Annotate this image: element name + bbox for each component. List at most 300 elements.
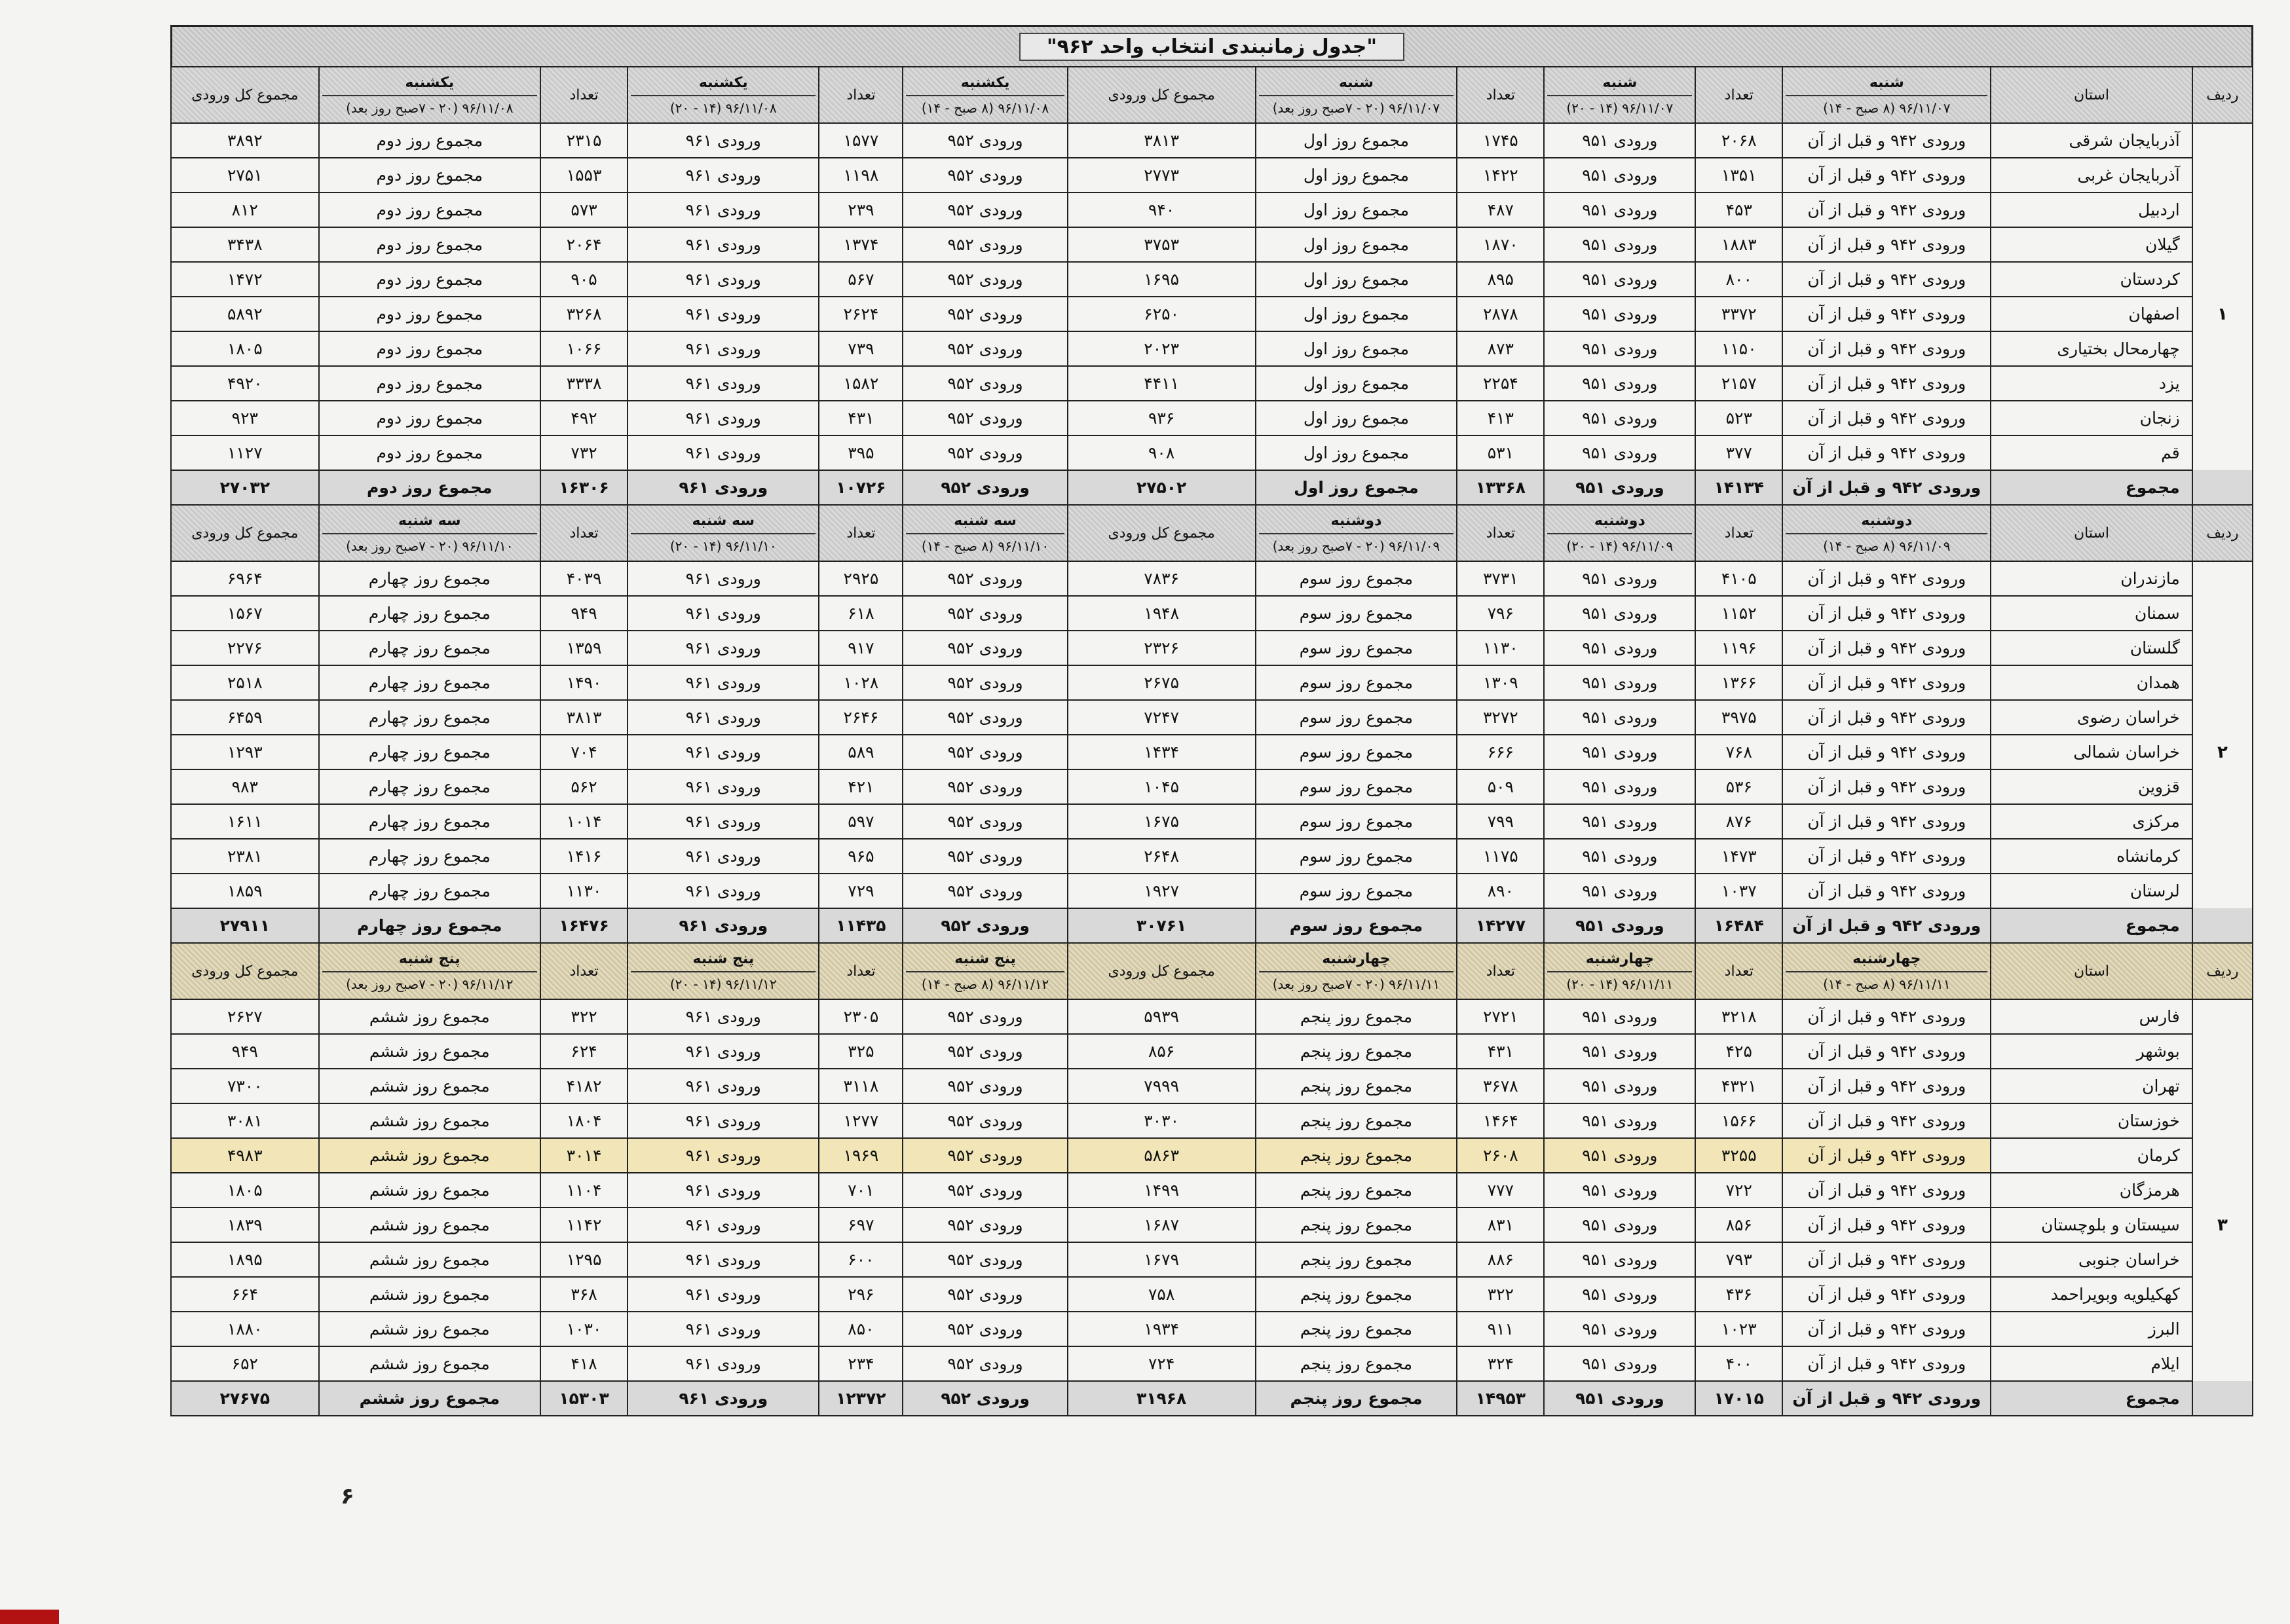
count-cell: ۲۰۶۴ xyxy=(540,227,628,262)
row-group-number xyxy=(2192,596,2253,631)
count-cell: ۵۸۹ xyxy=(819,735,903,769)
header-day: پنج شنبه xyxy=(631,951,816,972)
count-cell: ۵۷۳ xyxy=(540,193,628,227)
entry-group-label: ورودی ۹۵۱ xyxy=(1544,1277,1695,1312)
row-group-number xyxy=(2192,1277,2253,1312)
day-total-label: مجموع روز پنجم xyxy=(1256,1346,1457,1381)
count-cell: ۷۲۹ xyxy=(819,874,903,908)
header-day: شنبه xyxy=(1259,75,1454,96)
day-total-cell: ۵۸۶۳ xyxy=(1068,1138,1256,1173)
entry-group-label: ورودی ۹۶۱ xyxy=(628,1242,819,1277)
entry-group-label: ورودی ۹۵۲ xyxy=(903,470,1067,505)
count-cell: ۳۲۲ xyxy=(540,999,628,1034)
header-time-range: ۹۶/۱۱/۱۱ (۱۴ - ۲۰) xyxy=(1566,976,1674,992)
count-cell: ۳۹۷۵ xyxy=(1695,700,1782,735)
entry-group-label: ورودی ۹۶۱ xyxy=(628,227,819,262)
entry-group-label: ورودی ۹۵۱ xyxy=(1544,561,1695,596)
entry-group-label: ورودی ۹۵۲ xyxy=(903,999,1067,1034)
count-cell: ۳۳۷۲ xyxy=(1695,297,1782,331)
entry-group-label: ورودی ۹۴۲ و قبل از آن xyxy=(1782,1277,1991,1312)
header-day: شنبه xyxy=(1547,75,1692,96)
count-cell: ۴۱۳ xyxy=(1457,401,1544,435)
day-total-cell: ۱۲۹۳ xyxy=(171,735,319,769)
header-day: دوشنبه xyxy=(1786,513,1987,534)
table-row xyxy=(171,665,2253,700)
count-cell: ۴۵۳ xyxy=(1695,193,1782,227)
count-cell: ۷۲۲ xyxy=(1695,1173,1782,1208)
count-cell: ۱۰۳۷ xyxy=(1695,874,1782,908)
province-name: لرستان xyxy=(1991,874,2192,908)
day-total-cell: ۲۷۵۱ xyxy=(171,158,319,193)
count-cell: ۷۰۴ xyxy=(540,735,628,769)
day-total-cell: ۱۱۲۷ xyxy=(171,435,319,470)
table-row xyxy=(171,1103,2253,1138)
count-cell: ۳۷۷ xyxy=(1695,435,1782,470)
count-cell: ۵۶۷ xyxy=(819,262,903,297)
day-total-label: مجموع روز اول xyxy=(1256,158,1457,193)
day-total-label: مجموع روز ششم xyxy=(319,999,540,1034)
day-total-label: مجموع روز چهارم xyxy=(319,804,540,839)
entry-group-label: ورودی ۹۴۲ و قبل از آن xyxy=(1782,435,1991,470)
header-time-range: ۹۶/۱۱/۰۸ (۱۴ - ۲۰) xyxy=(669,100,777,116)
table-row xyxy=(171,123,2253,158)
row-group-number xyxy=(2192,193,2253,227)
day-total-cell: ۲۶۲۷ xyxy=(171,999,319,1034)
count-cell: ۲۲۵۴ xyxy=(1457,366,1544,401)
entry-group-label: ورودی ۹۴۲ و قبل از آن xyxy=(1782,1138,1991,1173)
day-total-cell: ۱۴۷۲ xyxy=(171,262,319,297)
count-cell: ۱۴۶۴ xyxy=(1457,1103,1544,1138)
day-total-label: مجموع روز سوم xyxy=(1256,700,1457,735)
count-cell: ۲۶۴۶ xyxy=(819,700,903,735)
table-row xyxy=(171,631,2253,665)
entry-group-label: ورودی ۹۴۲ و قبل از آن xyxy=(1782,1346,1991,1381)
day-total-cell: ۱۹۲۷ xyxy=(1068,874,1256,908)
day-total-cell: ۶۶۴ xyxy=(171,1277,319,1312)
header-day: چهارشنبه xyxy=(1259,951,1454,972)
entry-group-label: ورودی ۹۵۲ xyxy=(903,331,1067,366)
entry-group-label: ورودی ۹۵۱ xyxy=(1544,262,1695,297)
count-cell: ۳۷۳۱ xyxy=(1457,561,1544,596)
day-total-label: مجموع روز ششم xyxy=(319,1312,540,1346)
day-total-label: مجموع روز ششم xyxy=(319,1138,540,1173)
day-total-label: مجموع روز سوم xyxy=(1256,769,1457,804)
province-name: کهکیلویه وبویراحمد xyxy=(1991,1277,2192,1312)
entry-group-label: ورودی ۹۵۲ xyxy=(903,158,1067,193)
count-cell: ۳۲۲ xyxy=(1457,1277,1544,1312)
day-total-label: مجموع روز ششم xyxy=(319,1242,540,1277)
entry-group-label: ورودی ۹۶۱ xyxy=(628,700,819,735)
day-total-label: مجموع روز اول xyxy=(1256,262,1457,297)
entry-group-label: ورودی ۹۵۱ xyxy=(1544,158,1695,193)
day-total-label: مجموع روز چهارم xyxy=(319,769,540,804)
header-total-entries: مجموع کل ورودی xyxy=(1068,67,1256,123)
province-name: ایلام xyxy=(1991,1346,2192,1381)
count-cell: ۱۷۴۵ xyxy=(1457,123,1544,158)
count-cell: ۱۱۹۸ xyxy=(819,158,903,193)
entry-group-label: ورودی ۹۶۱ xyxy=(628,262,819,297)
header-day: دوشنبه xyxy=(1259,513,1454,534)
day-total-cell: ۱۸۸۰ xyxy=(171,1312,319,1346)
entry-group-label: ورودی ۹۴۲ و قبل از آن xyxy=(1782,908,1991,943)
count-cell: ۹۱۱ xyxy=(1457,1312,1544,1346)
entry-group-label: ورودی ۹۶۱ xyxy=(628,874,819,908)
day-total-label: مجموع روز دوم xyxy=(319,193,540,227)
entry-group-label: ورودی ۹۵۱ xyxy=(1544,1208,1695,1242)
day-total-label: مجموع روز اول xyxy=(1256,401,1457,435)
count-cell: ۴۱۰۵ xyxy=(1695,561,1782,596)
row-group-number xyxy=(2192,1381,2253,1416)
header-slot-6 xyxy=(319,505,540,561)
entry-group-label: ورودی ۹۵۲ xyxy=(903,193,1067,227)
entry-group-label: ورودی ۹۵۱ xyxy=(1544,401,1695,435)
count-cell: ۴۱۸۲ xyxy=(540,1069,628,1103)
entry-group-label: ورودی ۹۵۱ xyxy=(1544,1103,1695,1138)
header-time-range: ۹۶/۱۱/۰۷ (۲۰ - ۷صبح روز بعد) xyxy=(1272,100,1440,116)
day-total-label: مجموع روز دوم xyxy=(319,227,540,262)
header-day: یکشنبه xyxy=(631,75,816,96)
row-group-number xyxy=(2192,874,2253,908)
header-count: تعداد xyxy=(1457,67,1544,123)
day-total-label: مجموع روز پنجم xyxy=(1256,1242,1457,1277)
count-cell: ۱۱۹۶ xyxy=(1695,631,1782,665)
entry-group-label: ورودی ۹۴۲ و قبل از آن xyxy=(1782,1069,1991,1103)
province-name: کردستان xyxy=(1991,262,2192,297)
entry-group-label: ورودی ۹۴۲ و قبل از آن xyxy=(1782,158,1991,193)
header-slot-1 xyxy=(1782,67,1991,123)
header-time-range: ۹۶/۱۱/۱۲ (۲۰ - ۷صبح روز بعد) xyxy=(346,976,514,992)
handwritten-mark: ۶ xyxy=(341,1483,354,1509)
header-count: تعداد xyxy=(819,943,903,999)
entry-group-label: ورودی ۹۵۱ xyxy=(1544,665,1695,700)
entry-group-label: ورودی ۹۴۲ و قبل از آن xyxy=(1782,804,1991,839)
row-group-number xyxy=(2192,227,2253,262)
count-cell: ۳۶۷۸ xyxy=(1457,1069,1544,1103)
day-total-cell: ۱۶۱۱ xyxy=(171,804,319,839)
header-time-range: ۹۶/۱۱/۱۱ (۲۰ - ۷صبح روز بعد) xyxy=(1272,976,1440,992)
header-count: تعداد xyxy=(1457,943,1544,999)
entry-group-label: ورودی ۹۴۲ و قبل از آن xyxy=(1782,193,1991,227)
count-cell: ۱۱۳۰ xyxy=(1457,631,1544,665)
count-cell: ۱۰۱۴ xyxy=(540,804,628,839)
count-cell: ۳۲۵۵ xyxy=(1695,1138,1782,1173)
row-group-number xyxy=(2192,262,2253,297)
day-total-cell: ۱۶۷۹ xyxy=(1068,1242,1256,1277)
table-row xyxy=(171,839,2253,874)
province-name: خراسان رضوی xyxy=(1991,700,2192,735)
day-total-cell: ۲۷۵۰۲ xyxy=(1068,470,1256,505)
day-total-label: مجموع روز چهارم xyxy=(319,665,540,700)
header-day: دوشنبه xyxy=(1547,513,1692,534)
header-slot-1 xyxy=(1782,505,1991,561)
day-total-cell: ۶۲۵۰ xyxy=(1068,297,1256,331)
province-name: مرکزی xyxy=(1991,804,2192,839)
day-total-label: مجموع روز چهارم xyxy=(319,874,540,908)
table-row xyxy=(171,1346,2253,1381)
table-row xyxy=(171,1138,2253,1173)
entry-group-label: ورودی ۹۵۲ xyxy=(903,1277,1067,1312)
day-total-cell: ۲۷۰۳۲ xyxy=(171,470,319,505)
day-total-cell: ۳۸۱۳ xyxy=(1068,123,1256,158)
day-total-label: مجموع روز اول xyxy=(1256,331,1457,366)
count-cell: ۱۷۰۱۵ xyxy=(1695,1381,1782,1416)
day-total-label: مجموع روز سوم xyxy=(1256,735,1457,769)
count-cell: ۷۳۹ xyxy=(819,331,903,366)
entry-group-label: ورودی ۹۶۱ xyxy=(628,1312,819,1346)
day-total-cell: ۶۵۲ xyxy=(171,1346,319,1381)
count-cell: ۹۰۵ xyxy=(540,262,628,297)
entry-group-label: ورودی ۹۴۲ و قبل از آن xyxy=(1782,700,1991,735)
day-total-label: مجموع روز پنجم xyxy=(1256,1381,1457,1416)
day-total-cell: ۹۴۰ xyxy=(1068,193,1256,227)
count-cell: ۳۲۴ xyxy=(1457,1346,1544,1381)
entry-group-label: ورودی ۹۴۲ و قبل از آن xyxy=(1782,401,1991,435)
header-province: استان xyxy=(1991,505,2192,561)
count-cell: ۳۲۶۸ xyxy=(540,297,628,331)
header-day: پنج شنبه xyxy=(906,951,1064,972)
entry-group-label: ورودی ۹۵۱ xyxy=(1544,1069,1695,1103)
entry-group-label: ورودی ۹۶۱ xyxy=(628,297,819,331)
header-total-entries: مجموع کل ورودی xyxy=(171,943,319,999)
day-total-cell: ۳۴۳۸ xyxy=(171,227,319,262)
count-cell: ۱۴۱۳۴ xyxy=(1695,470,1782,505)
row-group-number xyxy=(2192,908,2253,943)
day-total-cell: ۲۲۷۶ xyxy=(171,631,319,665)
table-row xyxy=(171,1208,2253,1242)
day-total-cell: ۵۸۹۲ xyxy=(171,297,319,331)
day-total-label: مجموع روز دوم xyxy=(319,401,540,435)
day-total-cell: ۷۲۴ xyxy=(1068,1346,1256,1381)
count-cell: ۱۵۳۰۳ xyxy=(540,1381,628,1416)
day-total-cell: ۳۷۵۳ xyxy=(1068,227,1256,262)
entry-group-label: ورودی ۹۴۲ و قبل از آن xyxy=(1782,227,1991,262)
header-time-range: ۹۶/۱۱/۱۰ (۸ صبح - ۱۴) xyxy=(921,538,1049,554)
count-cell: ۱۱۷۵ xyxy=(1457,839,1544,874)
day-total-cell: ۱۰۴۵ xyxy=(1068,769,1256,804)
day-total-label: مجموع روز چهارم xyxy=(319,596,540,631)
day-total-label: مجموع روز سوم xyxy=(1256,596,1457,631)
province-name: سمنان xyxy=(1991,596,2192,631)
row-group-number xyxy=(2192,1034,2253,1069)
entry-group-label: ورودی ۹۵۲ xyxy=(903,123,1067,158)
day-total-label: مجموع روز پنجم xyxy=(1256,1277,1457,1312)
entry-group-label: ورودی ۹۵۱ xyxy=(1544,1138,1695,1173)
header-slot-2 xyxy=(1544,943,1695,999)
day-total-cell: ۴۹۲۰ xyxy=(171,366,319,401)
count-cell: ۱۸۷۰ xyxy=(1457,227,1544,262)
day-total-label: مجموع روز سوم xyxy=(1256,874,1457,908)
count-cell: ۷۹۳ xyxy=(1695,1242,1782,1277)
count-cell: ۱۳۷۴ xyxy=(819,227,903,262)
day-total-cell: ۳۸۹۲ xyxy=(171,123,319,158)
count-cell: ۱۱۵۰ xyxy=(1695,331,1782,366)
province-name: گیلان xyxy=(1991,227,2192,262)
header-time-range: ۹۶/۱۱/۰۹ (۲۰ - ۷صبح روز بعد) xyxy=(1272,538,1440,554)
entry-group-label: ورودی ۹۴۲ و قبل از آن xyxy=(1782,561,1991,596)
header-slot-5 xyxy=(628,943,819,999)
table-row xyxy=(171,596,2253,631)
header-slot-1 xyxy=(1782,943,1991,999)
count-cell: ۲۰۶۸ xyxy=(1695,123,1782,158)
count-cell: ۳۲۱۸ xyxy=(1695,999,1782,1034)
header-day: سه شنبه xyxy=(906,513,1064,534)
header-slot-2 xyxy=(1544,505,1695,561)
entry-group-label: ورودی ۹۴۲ و قبل از آن xyxy=(1782,1381,1991,1416)
header-count: تعداد xyxy=(540,67,628,123)
header-day: شنبه xyxy=(1786,75,1987,96)
province-name: کرمان xyxy=(1991,1138,2192,1173)
day-total-label: مجموع روز سوم xyxy=(1256,908,1457,943)
table-row xyxy=(171,158,2253,193)
count-cell: ۷۶۸ xyxy=(1695,735,1782,769)
entry-group-label: ورودی ۹۵۲ xyxy=(903,804,1067,839)
day-total-cell: ۷۵۸ xyxy=(1068,1277,1256,1312)
day-total-label: مجموع روز دوم xyxy=(319,435,540,470)
entry-group-label: ورودی ۹۵۲ xyxy=(903,700,1067,735)
table-row xyxy=(171,1277,2253,1312)
entry-group-label: ورودی ۹۴۲ و قبل از آن xyxy=(1782,1242,1991,1277)
day-total-cell: ۳۰۳۰ xyxy=(1068,1103,1256,1138)
entry-group-label: ورودی ۹۴۲ و قبل از آن xyxy=(1782,769,1991,804)
count-cell: ۲۶۰۸ xyxy=(1457,1138,1544,1173)
header-time-range: ۹۶/۱۱/۰۹ (۱۴ - ۲۰) xyxy=(1566,538,1674,554)
entry-group-label: ورودی ۹۶۱ xyxy=(628,1381,819,1416)
day-total-label: مجموع روز سوم xyxy=(1256,631,1457,665)
header-province: استان xyxy=(1991,67,2192,123)
table-row xyxy=(171,735,2253,769)
count-cell: ۲۳۱۵ xyxy=(540,123,628,158)
entry-group-label: ورودی ۹۵۱ xyxy=(1544,123,1695,158)
count-cell: ۲۳۰۵ xyxy=(819,999,903,1034)
count-cell: ۷۳۲ xyxy=(540,435,628,470)
row-group-number xyxy=(2192,123,2253,158)
row-group-number xyxy=(2192,1173,2253,1208)
day-total-cell: ۱۸۰۵ xyxy=(171,331,319,366)
province-name: همدان xyxy=(1991,665,2192,700)
day-total-label: مجموع روز اول xyxy=(1256,297,1457,331)
day-total-cell: ۳۰۷۶۱ xyxy=(1068,908,1256,943)
header-count: تعداد xyxy=(819,67,903,123)
header-time-range: ۹۶/۱۱/۰۹ (۸ صبح - ۱۴) xyxy=(1823,538,1951,554)
header-row xyxy=(171,505,2253,561)
day-total-label: مجموع روز چهارم xyxy=(319,631,540,665)
day-total-cell: ۹۴۹ xyxy=(171,1034,319,1069)
count-cell: ۱۵۵۳ xyxy=(540,158,628,193)
entry-group-label: ورودی ۹۶۱ xyxy=(628,561,819,596)
table-row xyxy=(171,700,2253,735)
count-cell: ۱۳۰۹ xyxy=(1457,665,1544,700)
count-cell: ۲۳۴ xyxy=(819,1346,903,1381)
entry-group-label: ورودی ۹۶۱ xyxy=(628,735,819,769)
entry-group-label: ورودی ۹۵۱ xyxy=(1544,908,1695,943)
sum-row xyxy=(171,908,2253,943)
day-total-cell: ۱۴۳۴ xyxy=(1068,735,1256,769)
day-total-label: مجموع روز ششم xyxy=(319,1346,540,1381)
count-cell: ۳۶۸ xyxy=(540,1277,628,1312)
entry-group-label: ورودی ۹۵۱ xyxy=(1544,735,1695,769)
entry-group-label: ورودی ۹۵۱ xyxy=(1544,631,1695,665)
count-cell: ۱۶۴۷۶ xyxy=(540,908,628,943)
header-time-range: ۹۶/۱۱/۱۱ (۸ صبح - ۱۴) xyxy=(1823,976,1951,992)
row-group-number xyxy=(2192,561,2253,596)
entry-group-label: ورودی ۹۶۱ xyxy=(628,1277,819,1312)
row-group-number xyxy=(2192,665,2253,700)
count-cell: ۲۱۵۷ xyxy=(1695,366,1782,401)
entry-group-label: ورودی ۹۵۲ xyxy=(903,1242,1067,1277)
entry-group-label: ورودی ۹۵۱ xyxy=(1544,804,1695,839)
entry-group-label: ورودی ۹۵۱ xyxy=(1544,1242,1695,1277)
count-cell: ۳۲۵ xyxy=(819,1034,903,1069)
day-total-cell: ۲۷۶۷۵ xyxy=(171,1381,319,1416)
count-cell: ۱۸۰۴ xyxy=(540,1103,628,1138)
table-row xyxy=(171,999,2253,1034)
header-slot-5 xyxy=(628,67,819,123)
day-total-cell: ۵۹۳۹ xyxy=(1068,999,1256,1034)
day-total-cell: ۹۲۳ xyxy=(171,401,319,435)
day-total-cell: ۳۱۹۶۸ xyxy=(1068,1381,1256,1416)
day-total-label: مجموع روز دوم xyxy=(319,297,540,331)
entry-group-label: ورودی ۹۶۱ xyxy=(628,470,819,505)
table-row xyxy=(171,366,2253,401)
count-cell: ۲۹۶ xyxy=(819,1277,903,1312)
day-total-label: مجموع روز دوم xyxy=(319,123,540,158)
count-cell: ۱۵۶۶ xyxy=(1695,1103,1782,1138)
entry-group-label: ورودی ۹۴۲ و قبل از آن xyxy=(1782,999,1991,1034)
schedule-sheet xyxy=(170,25,2253,1416)
row-group-number xyxy=(2192,366,2253,401)
row-group-number xyxy=(2192,1069,2253,1103)
count-cell: ۸۸۶ xyxy=(1457,1242,1544,1277)
row-group-number xyxy=(2192,631,2253,665)
count-cell: ۴۳۶ xyxy=(1695,1277,1782,1312)
day-total-label: مجموع روز پنجم xyxy=(1256,1138,1457,1173)
entry-group-label: ورودی ۹۵۲ xyxy=(903,262,1067,297)
header-time-range: ۹۶/۱۱/۱۲ (۱۴ - ۲۰) xyxy=(669,976,777,992)
day-total-cell: ۲۳۸۱ xyxy=(171,839,319,874)
count-cell: ۸۷۳ xyxy=(1457,331,1544,366)
day-total-cell: ۲۷۹۱۱ xyxy=(171,908,319,943)
day-total-label: مجموع روز اول xyxy=(1256,193,1457,227)
entry-group-label: ورودی ۹۴۲ و قبل از آن xyxy=(1782,1034,1991,1069)
day-total-cell: ۲۰۲۳ xyxy=(1068,331,1256,366)
day-total-cell: ۷۹۹۹ xyxy=(1068,1069,1256,1103)
header-day: چهارشنبه xyxy=(1547,951,1692,972)
day-total-cell: ۱۹۳۴ xyxy=(1068,1312,1256,1346)
entry-group-label: ورودی ۹۵۲ xyxy=(903,1312,1067,1346)
day-total-cell: ۱۵۶۷ xyxy=(171,596,319,631)
day-total-cell: ۷۲۴۷ xyxy=(1068,700,1256,735)
entry-group-label: ورودی ۹۵۱ xyxy=(1544,435,1695,470)
entry-group-label: ورودی ۹۶۱ xyxy=(628,193,819,227)
day-total-cell: ۲۷۷۳ xyxy=(1068,158,1256,193)
day-total-cell: ۴۹۸۳ xyxy=(171,1138,319,1173)
entry-group-label: ورودی ۹۵۲ xyxy=(903,1381,1067,1416)
day-total-label: مجموع روز دوم xyxy=(319,331,540,366)
count-cell: ۱۴۲۲ xyxy=(1457,158,1544,193)
entry-group-label: ورودی ۹۶۱ xyxy=(628,123,819,158)
count-cell: ۴۰۰ xyxy=(1695,1346,1782,1381)
entry-group-label: ورودی ۹۵۱ xyxy=(1544,839,1695,874)
count-cell: ۶۹۷ xyxy=(819,1208,903,1242)
entry-group-label: ورودی ۹۵۲ xyxy=(903,366,1067,401)
count-cell: ۵۶۲ xyxy=(540,769,628,804)
day-total-cell: ۱۶۹۵ xyxy=(1068,262,1256,297)
day-total-label: مجموع روز اول xyxy=(1256,227,1457,262)
province-name: تهران xyxy=(1991,1069,2192,1103)
row-group-number: ۳ xyxy=(2192,1208,2253,1242)
table-row xyxy=(171,401,2253,435)
province-name: سیستان و بلوچستان xyxy=(1991,1208,2192,1242)
